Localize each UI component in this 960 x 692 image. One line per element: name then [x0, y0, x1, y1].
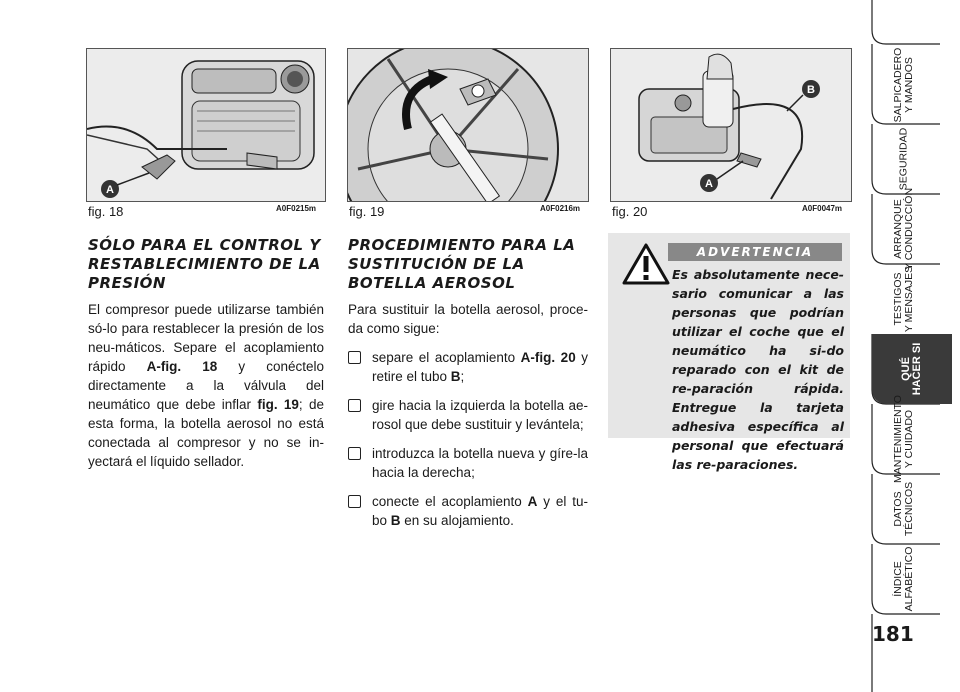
checkbox-bullet-icon [348, 399, 361, 412]
tab-datos-tecnicos[interactable]: DATOS TÉCNICOS [892, 481, 915, 537]
list-item: conecte el acoplamiento A y el tu-bo B en su alojamiento. [348, 492, 588, 530]
figure-18 [86, 48, 326, 202]
fig-19-caption: fig. 19 [349, 204, 385, 219]
fig-18-code: A0F0215m [276, 204, 317, 213]
fig-19-code: A0F0216m [540, 204, 581, 213]
ref-fig18: A-fig. 18 [146, 359, 218, 374]
tab-indice[interactable]: ÍNDICE ALFABÉTICO [892, 546, 915, 612]
label-b: B [807, 84, 815, 96]
list-item: separe el acoplamiento A-fig. 20 y retire el tubo B; [348, 348, 588, 386]
tab-mantenimiento[interactable]: MANTENIMIENTO Y CUIDADO [892, 395, 915, 483]
warning-text [616, 265, 844, 474]
label-a: A [106, 184, 114, 196]
fig-20-caption: fig. 20 [612, 204, 648, 219]
warning-box [608, 233, 850, 472]
body-text: y conéctelo directamente a la válvula del neumático que debe inflar [88, 359, 324, 412]
tab-testigos[interactable]: TESTIGOS Y MENSAJES [892, 265, 915, 333]
list-item: gire hacia la izquierda la botella ae-rosol que debe sustituir y levántela; [348, 396, 588, 434]
bottle-replacement-illustration [611, 49, 851, 201]
list-item: introduzca la botella nueva y gíre-la hacia la derecha; [348, 444, 588, 482]
tab-seguridad[interactable]: SEGURIDAD [897, 127, 910, 191]
tab-arranque[interactable]: ARRANQUE Y CONDUCCIÓN [892, 187, 915, 271]
checkbox-bullet-icon [348, 351, 361, 364]
ref-fig19: fig. 19 [257, 397, 299, 412]
section-heading-pressure: SÓLO PARA EL CONTROL Y RESTABLECIMIENTO DE LA PRESIÓN [88, 236, 321, 292]
section-heading-bottle: PROCEDIMIENTO PARA LA SUSTITUCIÓN DE LA BOTELLA AEROSOL [348, 236, 576, 292]
warning-title: ADVERTENCIA [668, 243, 842, 261]
fig-18-caption: fig. 18 [88, 204, 124, 219]
fig-20-code: A0F0047m [802, 204, 843, 213]
figure-19 [347, 48, 589, 202]
wheel-valve-illustration [348, 49, 588, 201]
section-intro-bottle: Para sustituir la botella aerosol, proce-da como sigue: [348, 302, 588, 336]
body-text: ; de esta forma, la botella aerosol no está conectada al compresor y no se in-yectará el líquido sellador. [88, 397, 324, 469]
compressor-illustration [87, 49, 325, 201]
section-body-pressure [88, 300, 324, 471]
figure-20 [610, 48, 852, 202]
page-number: 181 [872, 622, 914, 646]
checkbox-bullet-icon [348, 447, 361, 460]
checkbox-bullet-icon [348, 495, 361, 508]
steps-list [348, 348, 588, 540]
tab-que-hacer-si[interactable]: QUÉ HACER SI [872, 334, 952, 404]
body-text: El compresor puede utilizarse también só-lo para restablecer la presión de los neu-máticos. Separe el acoplamiento rápido [88, 302, 324, 374]
warning-paragraph: Es absolutamente nece-sario comunicar a las personas que podrían utilizar el coche que el neumático ha si-do reparado con el kit de re-paración rápida. Entregue la tarjeta adhesiva específica al personal que efectuará las re-paraciones. [672, 267, 844, 472]
label-a-fig20: A [705, 178, 713, 190]
chapter-nav [868, 0, 960, 692]
tab-salpicadero[interactable]: SALPICADERO Y MANDOS [892, 47, 915, 123]
